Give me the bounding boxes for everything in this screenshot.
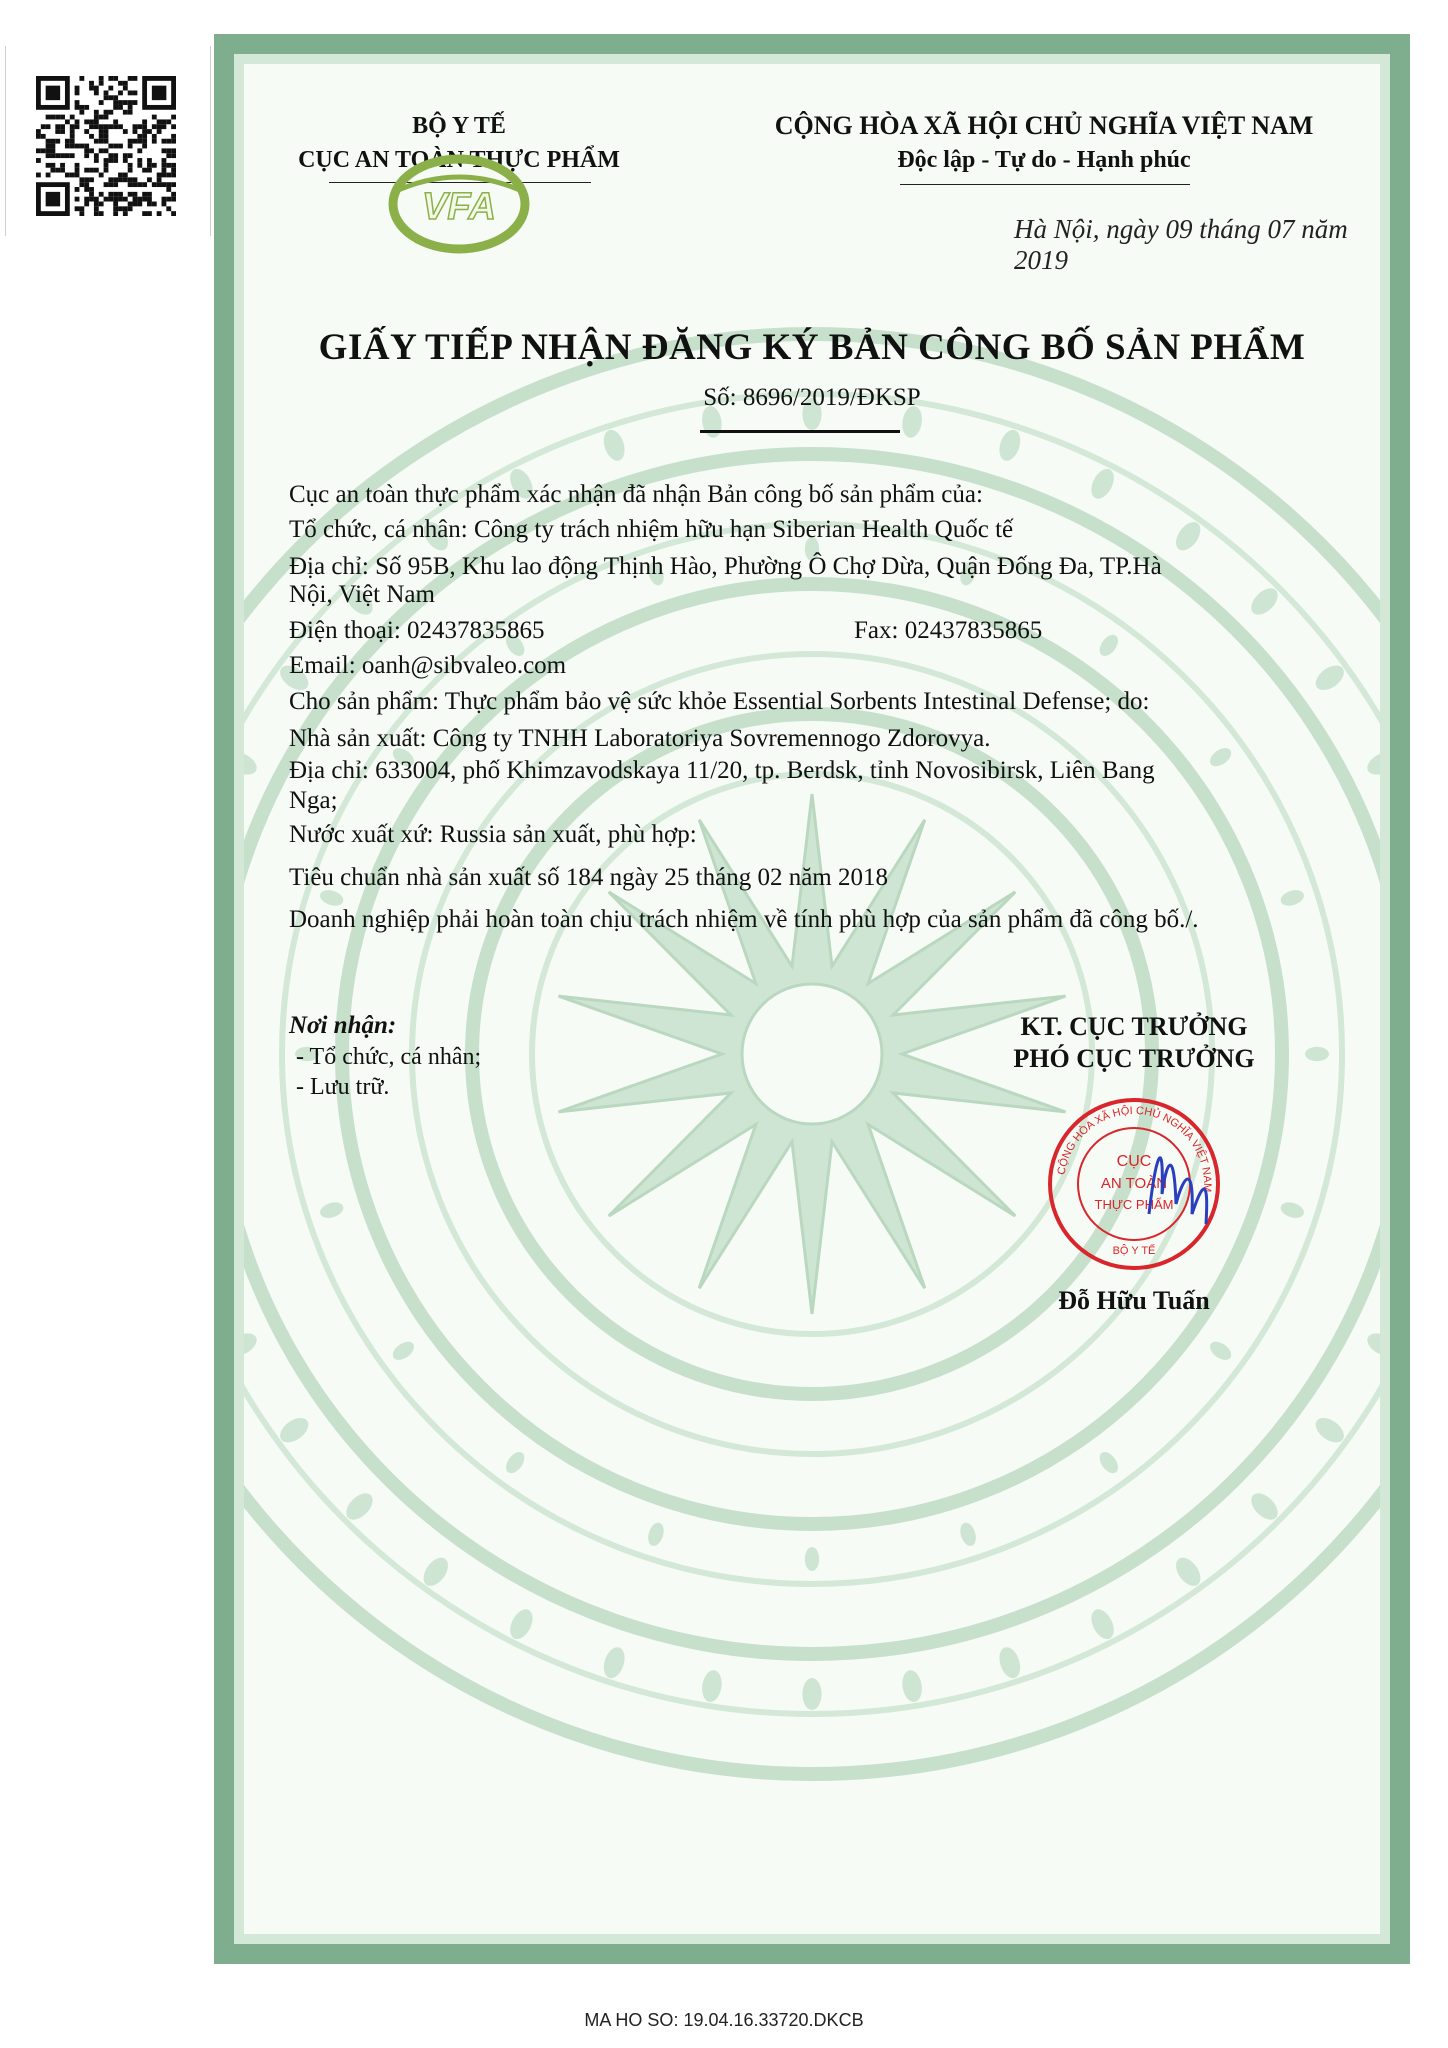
issue-date: Hà Nội, ngày 09 tháng 07 năm 2019 [1014,214,1348,275]
svg-text:VFA: VFA [422,186,496,228]
signer-name: Đỗ Hữu Tuấn [1058,1286,1210,1315]
file-code: MA HO SO: 19.04.16.33720.DKCB [584,2010,864,2030]
ministry-name: BỘ Y TẾ [412,113,506,139]
origin-line: Nước xuất xứ: Russia sản xuất, phù hợp: [289,821,697,848]
svg-text:CỘNG HÒA XÃ HỘI CHỦ NGHĨA VIỆT: CỘNG HÒA XÃ HỘI CHỦ NGHĨA VIỆT NAM [1055,1104,1214,1193]
intro-line: Cục an toàn thực phẩm xác nhận đã nhận Bản công bố sản phẩm của: [289,481,983,508]
official-seal [1044,1094,1224,1274]
country-name: CỘNG HÒA XÃ HỘI CHỦ NGHĨA VIỆT NAM [774,111,1314,140]
certificate-body [234,54,1390,1944]
organization-line: Tổ chức, cá nhân: Công ty trách nhiệm hữu hạn Siberian Health Quốc tế [289,516,1014,543]
document-number: Số: 8696/2019/ĐKSP [703,384,921,411]
svg-text:THỰC PHẨM: THỰC PHẨM [1094,1197,1174,1212]
vfa-logo [384,152,534,260]
svg-text:AN TOÀN: AN TOÀN [1100,1175,1168,1192]
address-line-1: Địa chỉ: Số 95B, Khu lao động Thịnh Hào, Phường Ô Chợ Dừa, Quận Đống Đa, TP.Hà [289,553,1162,580]
agency-name: CỤC AN TOÀN THỰC PHẨM [298,147,620,173]
signatory-title-2: PHÓ CỤC TRƯỞNG [1013,1044,1255,1073]
email-line: Email: oanh@sibvaleo.com [289,652,567,679]
recipient-item: - Tổ chức, cá nhân; [296,1044,482,1070]
national-motto: Độc lập - Tự do - Hạnh phúc [897,147,1191,173]
standard-line: Tiêu chuẩn nhà sản xuất số 184 ngày 25 tháng 02 năm 2018 [289,864,888,891]
signatory-title-1: KT. CỤC TRƯỞNG [1020,1012,1248,1041]
product-line: Cho sản phẩm: Thực phẩm bảo vệ sức khỏe Essential Sorbents Intestinal Defense; do: [289,688,1150,715]
qr-code-icon [36,76,176,216]
mfr-address-line-2: Nga; [289,787,338,814]
address-line-2: Nội, Việt Nam [289,581,435,608]
header-right-rule [900,184,1190,185]
number-rule [700,430,900,433]
certificate-frame [214,34,1410,1964]
manufacturer-line: Nhà sản xuất: Công ty TNHH Laboratoriya Sovremennogo Zdorovya. [289,725,991,752]
recipient-item: - Lưu trữ. [296,1074,390,1100]
mfr-address-line-1: Địa chỉ: 633004, phố Khimzavodskaya 11/20, tp. Berdsk, tỉnh Novosibirsk, Liên Bang [289,757,1155,784]
phone-line: Điện thoại: 02437835865 [289,617,545,644]
responsibility-line: Doanh nghiệp phải hoàn toàn chịu trách nhiệm về tính phù hợp của sản phẩm đã công bố./. [289,906,1199,933]
fax-line: Fax: 02437835865 [854,617,1043,644]
recipients-heading: Nơi nhận: [289,1012,397,1039]
nation-header [694,109,1390,177]
svg-text:CỤC: CỤC [1116,1153,1152,1170]
svg-text:BỘ Y TẾ: BỘ Y TẾ [1112,1245,1156,1257]
document-title: GIẤY TIẾP NHẬN ĐĂNG KÝ BẢN CÔNG BỐ SẢN PHẨM [318,327,1306,368]
